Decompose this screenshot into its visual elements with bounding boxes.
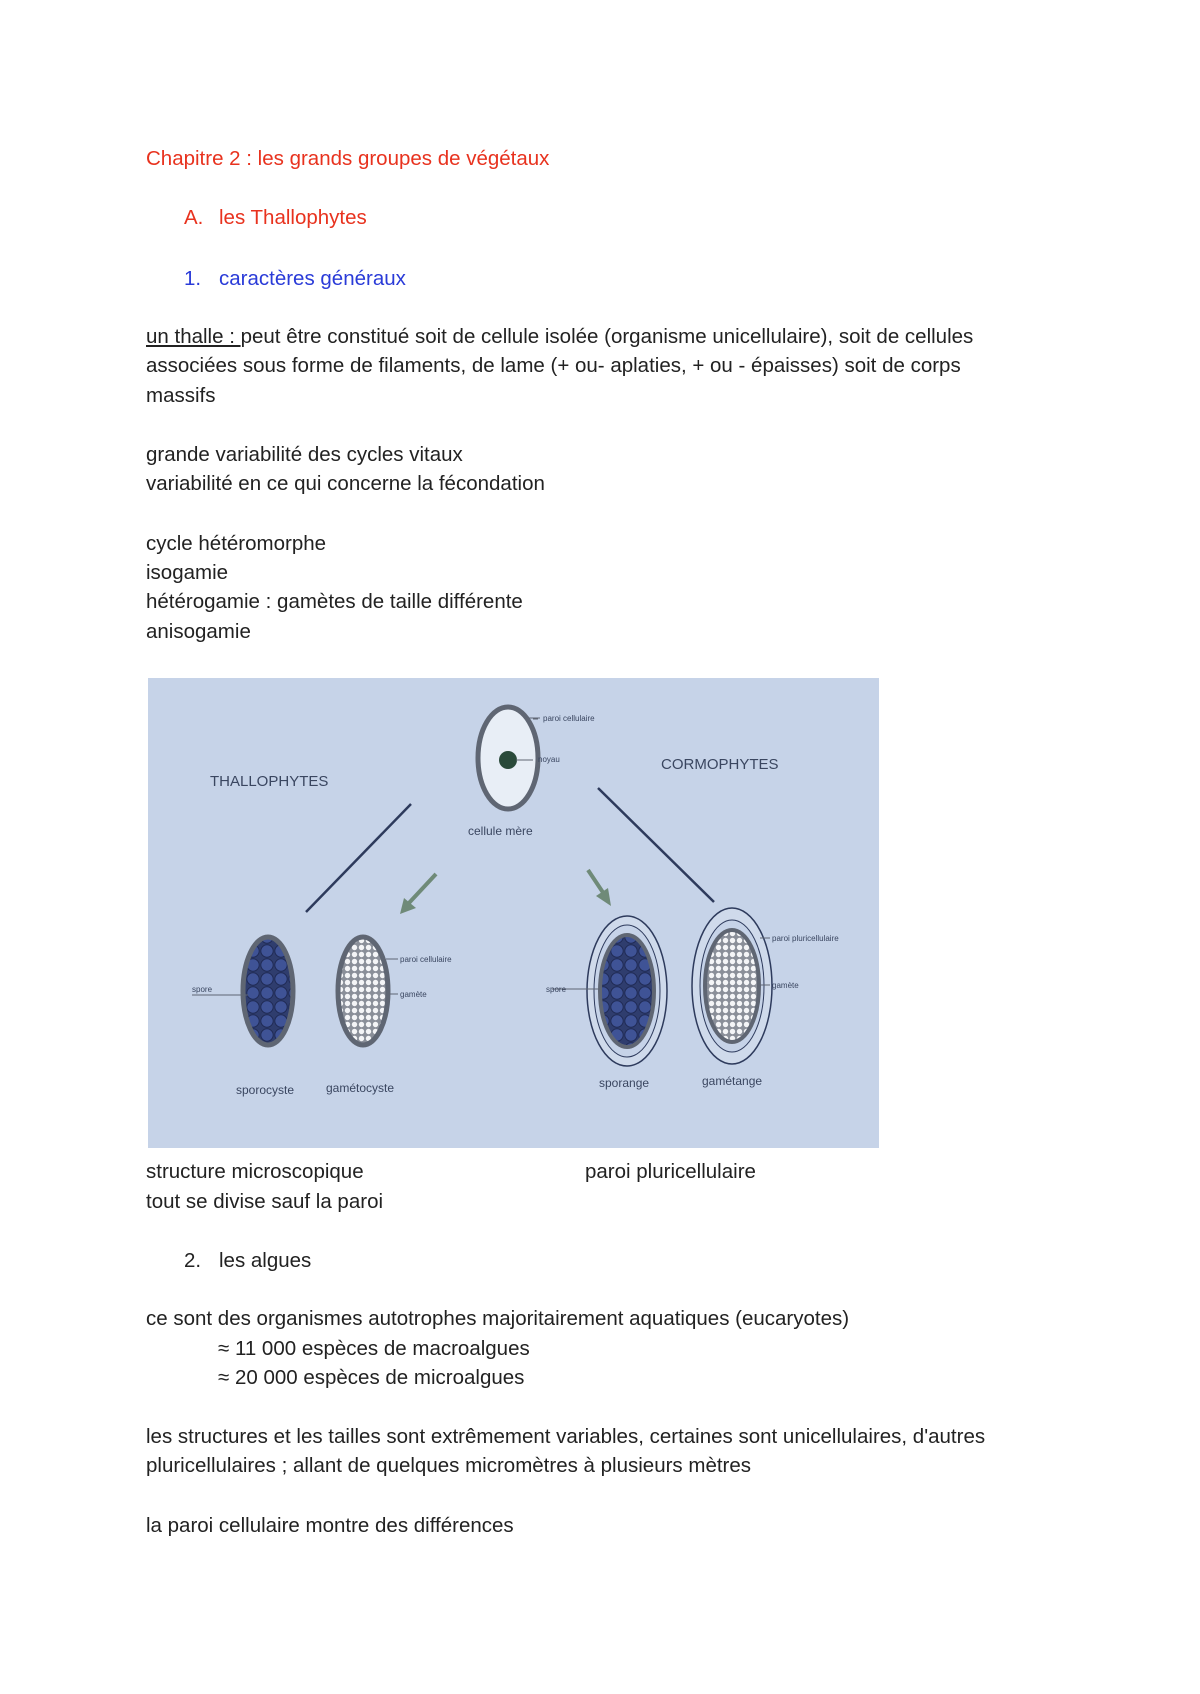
paragraph-thalle-line2: associées sous forme de filaments, de lame (+ ou- aplaties, + ou - épaisses) soit de corps bbox=[146, 354, 961, 377]
figure-caption-right: paroi pluricellulaire bbox=[585, 1160, 756, 1183]
anisogamie: anisogamie bbox=[146, 620, 251, 643]
gametange-cell bbox=[692, 908, 772, 1064]
sporocyste-cell bbox=[243, 937, 293, 1045]
algues-definition: ce sont des organismes autotrophes majoritairement aquatiques (eucaryotes) bbox=[146, 1307, 850, 1330]
cycle-heteromorphe: cycle hétéromorphe bbox=[146, 532, 327, 555]
cormophytes-title: CORMOPHYTES bbox=[661, 756, 779, 773]
gametocyste-label: gamétocyste bbox=[326, 1081, 395, 1095]
variability-cycles: grande variabilité des cycles vitaux bbox=[146, 443, 463, 466]
section-a-label: les Thallophytes bbox=[219, 206, 367, 229]
paroi-cellulaire-label-2: paroi cellulaire bbox=[400, 955, 452, 964]
mother-cell bbox=[478, 707, 540, 809]
gametange-label: gamétange bbox=[702, 1074, 763, 1088]
section-a-number: A. bbox=[184, 206, 204, 229]
sporange-label: sporange bbox=[599, 1076, 650, 1090]
structures-line2: pluricellulaires ; allant de quelques micromètres à plusieurs mètres bbox=[146, 1454, 752, 1477]
paroi-cellulaire-label: paroi cellulaire bbox=[543, 714, 595, 723]
variability-fecondation: variabilité en ce qui concerne la fécondation bbox=[146, 472, 545, 495]
thalle-term: un thalle : bbox=[146, 325, 241, 348]
gametocyste-cell bbox=[338, 937, 388, 1045]
paroi-differences: la paroi cellulaire montre des différences bbox=[146, 1514, 514, 1537]
sporange-cell bbox=[587, 916, 667, 1066]
thallophytes-cormophytes-figure bbox=[148, 678, 879, 1148]
section-a-heading bbox=[184, 206, 367, 230]
subsection-2-heading bbox=[184, 1249, 312, 1273]
thalle-definition: peut être constitué soit de cellule isolée (organisme unicellulaire), soit de cellules bbox=[240, 325, 974, 348]
algues-micro-count: ≈ 20 000 espèces de microalgues bbox=[218, 1366, 525, 1389]
subsection-1-label: caractères généraux bbox=[219, 267, 406, 290]
subsection-2-number: 2. bbox=[184, 1249, 202, 1272]
heterogamie: hétérogamie : gamètes de taille différente bbox=[146, 590, 523, 613]
chapter-title: Chapitre 2 : les grands groupes de végétaux bbox=[146, 147, 550, 170]
figure-caption-left: structure microscopique bbox=[146, 1160, 364, 1183]
paragraph-thalle-line1 bbox=[146, 325, 973, 349]
gamete-label-right: gamète bbox=[772, 981, 799, 990]
spore-label-right: spore bbox=[546, 985, 567, 994]
isogamie: isogamie bbox=[146, 561, 229, 584]
spore-label-left: spore bbox=[192, 985, 213, 994]
sporocyste-label: sporocyste bbox=[236, 1083, 295, 1097]
algues-macro-count: ≈ 11 000 espèces de macroalgues bbox=[218, 1337, 530, 1360]
subsection-1-heading bbox=[184, 267, 406, 291]
cellule-mere-label: cellule mère bbox=[468, 824, 533, 838]
gamete-label-left: gamète bbox=[400, 990, 427, 999]
paragraph-thalle-line3: massifs bbox=[146, 384, 216, 407]
subsection-2-label: les algues bbox=[219, 1249, 312, 1272]
paroi-pluricellulaire-label: paroi pluricellulaire bbox=[772, 934, 839, 943]
thallophytes-title: THALLOPHYTES bbox=[210, 773, 329, 790]
figure-caption-line2: tout se divise sauf la paroi bbox=[146, 1190, 384, 1213]
subsection-1-number: 1. bbox=[184, 267, 202, 290]
noyau-label: noyau bbox=[538, 755, 560, 764]
nucleus-icon bbox=[499, 751, 517, 769]
structures-line1: les structures et les tailles sont extrêmement variables, certaines sont unicellulaires, d'autres bbox=[146, 1425, 986, 1448]
